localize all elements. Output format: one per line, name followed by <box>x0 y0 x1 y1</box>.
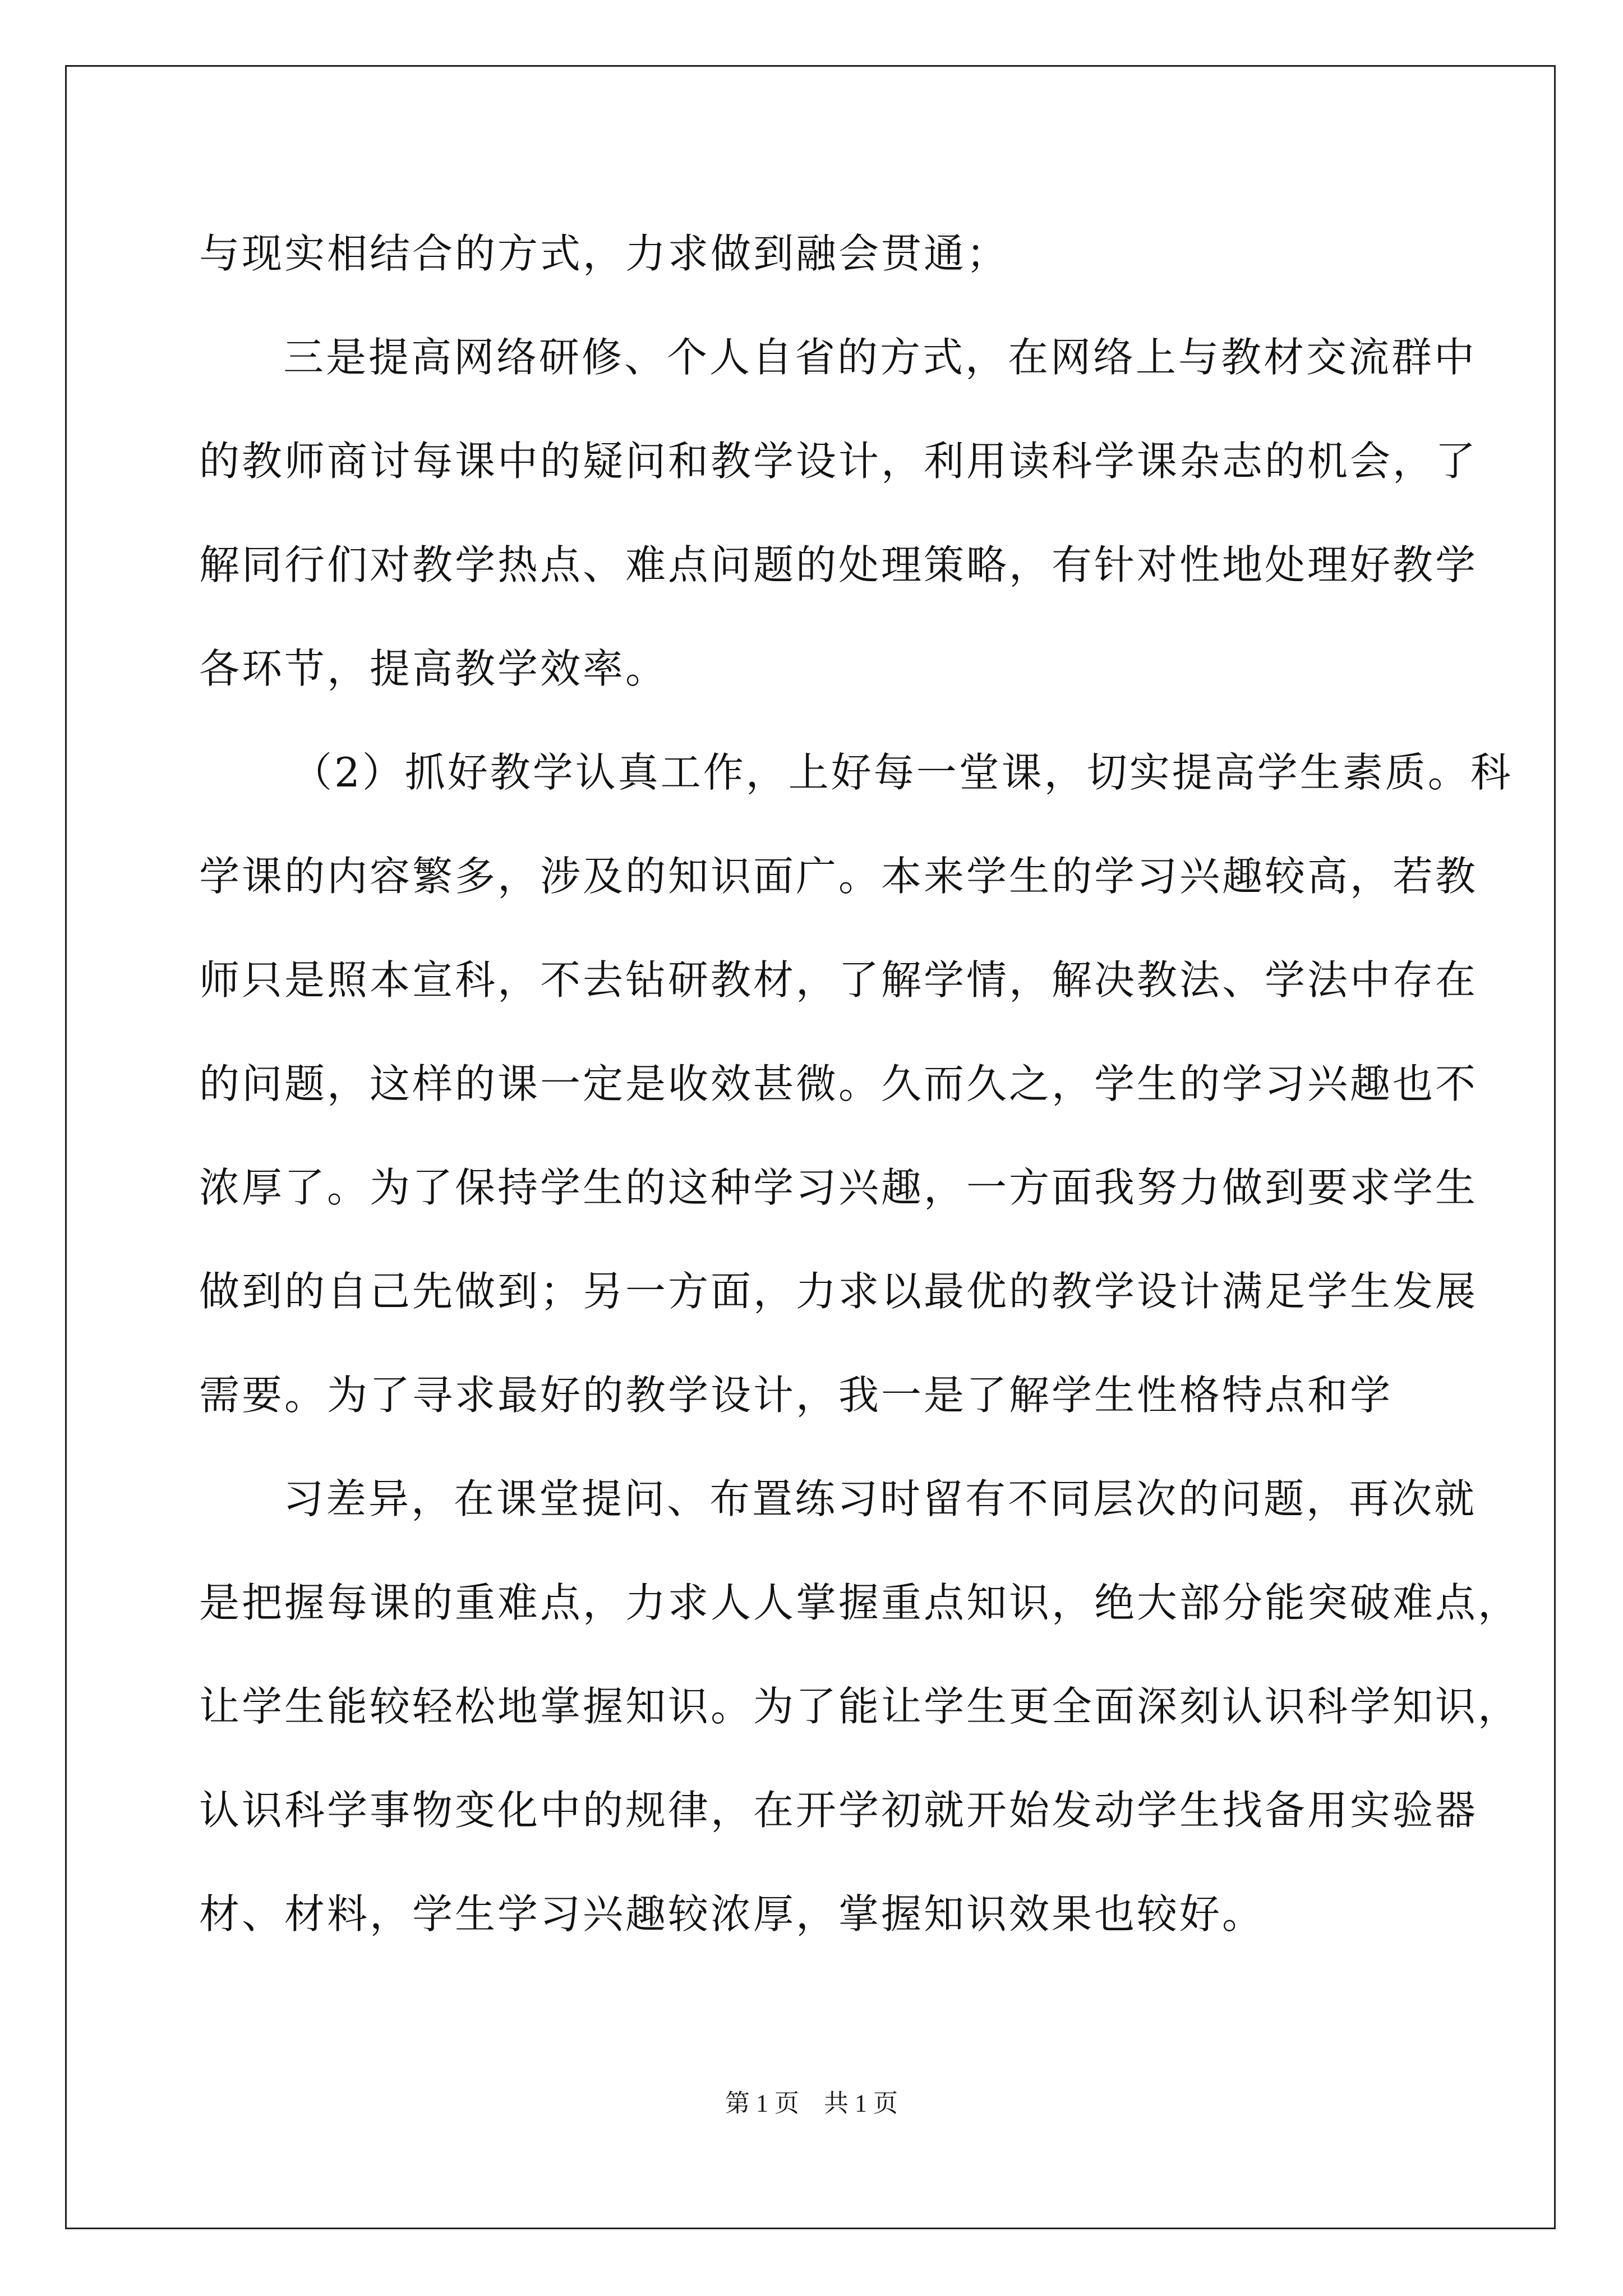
page-footer: 第 1 页 共 1 页 <box>725 2090 898 2117</box>
text-line: （2）抓好教学认真工作，上好每一堂课，切实提高学生素质。科 <box>292 749 1513 796</box>
text-line: 师只是照本宣科，不去钻研教材，了解学情，解决教法、学法中存在 <box>199 956 1478 1004</box>
text-line: 习差异，在课堂提问、布置练习时留有不同层次的问题，再次就 <box>283 1475 1477 1522</box>
document-body <box>199 202 1521 1966</box>
text-line: 学课的内容繁多，涉及的知识面广。本来学生的学习兴趣较高，若教 <box>199 853 1478 900</box>
text-line: 各环节，提高教学效率。 <box>199 645 668 692</box>
text-line: 的问题，这样的课一定是收效甚微。久而久之，学生的学习兴趣也不 <box>199 1060 1478 1107</box>
text-line: 需要。为了寻求最好的教学设计，我一是了解学生性格特点和学 <box>199 1372 1393 1419</box>
text-line: 与现实相结合的方式，力求做到融会贯通； <box>199 230 1009 277</box>
text-line: 让学生能较轻松地掌握知识。为了能让学生更全面深刻认识科学知识， <box>199 1683 1521 1730</box>
text-line: 浓厚了。为了保持学生的这种学习兴趣，一方面我努力做到要求学生 <box>199 1164 1478 1211</box>
text-line: 是把握每课的重难点，力求人人掌握重点知识，绝大部分能突破难点， <box>199 1579 1521 1626</box>
text-line: 三是提高网络研修、个人自省的方式，在网络上与教材交流群中 <box>283 334 1477 381</box>
text-line: 的教师商讨每课中的疑问和教学设计，利用读科学课杂志的机会，了 <box>199 438 1478 485</box>
text-line: 解同行们对教学热点、难点问题的处理策略，有针对性地处理好教学 <box>199 541 1478 588</box>
text-line: 认识科学事物变化中的规律，在开学初就开始发动学生找备用实验器 <box>199 1787 1478 1834</box>
text-line: 做到的自己先做到；另一方面，力求以最优的教学设计满足学生发展 <box>199 1268 1478 1315</box>
text-line: 材、材料，学生学习兴趣较浓厚，掌握知识效果也较好。 <box>199 1890 1265 1938</box>
